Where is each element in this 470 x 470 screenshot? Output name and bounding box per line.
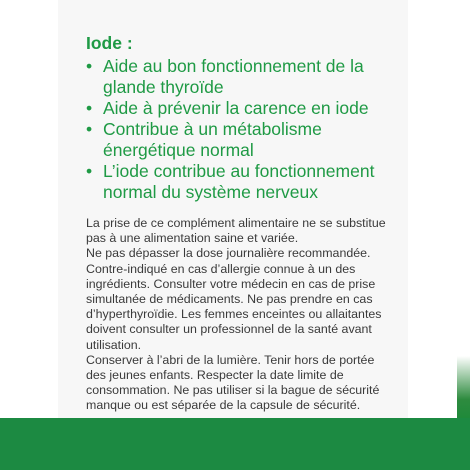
benefit-item — [86, 56, 392, 98]
benefit-text: Aide à prévenir la carence en iode — [103, 98, 369, 118]
nutrient-heading: Iode : — [86, 33, 133, 53]
green-bottom-band — [0, 418, 470, 470]
benefit-text: Contribue à un métabolisme énergétique normal — [103, 119, 322, 160]
warning-paragraph: La prise de ce complément alimentaire ne se substitue pas à une alimentation saine et variée. — [86, 216, 386, 246]
benefit-item — [86, 161, 392, 203]
warning-paragraph: Ne pas dépasser la dose journalière recommandée. — [86, 246, 371, 261]
usage-warnings — [86, 216, 392, 414]
benefit-text: Aide au bon fonctionnement de la glande thyroïde — [103, 56, 364, 97]
green-edge-accent — [457, 356, 470, 418]
bullet-icon: • — [86, 98, 93, 118]
bullet-icon: • — [86, 56, 93, 76]
benefit-item — [86, 98, 392, 119]
benefit-text: L’iode contribue au fonctionnement normal du système nerveux — [103, 161, 375, 202]
warning-paragraph: Contre-indiqué en cas d’allergie connue à un des ingrédients. Consulter votre médecin en cas de prise simultanée de médicaments. Ne pas prendre en cas d’hyperthyroïdie. Les femmes enceintes ou allaitantes doivent consulter un professionnel de la santé avant utilisation. — [86, 261, 382, 352]
bullet-icon: • — [86, 161, 93, 181]
label-content — [86, 32, 392, 414]
warning-paragraph: Conserver à l’abri de la lumière. Tenir hors de portée des jeunes enfants. Respecter la date limite de consommation. Ne pas utiliser si la bague de sécurité manque ou est séparée de la capsule de sécurité. — [86, 352, 380, 413]
benefit-item — [86, 119, 392, 161]
bullet-icon: • — [86, 119, 93, 139]
benefits-list — [86, 56, 392, 203]
